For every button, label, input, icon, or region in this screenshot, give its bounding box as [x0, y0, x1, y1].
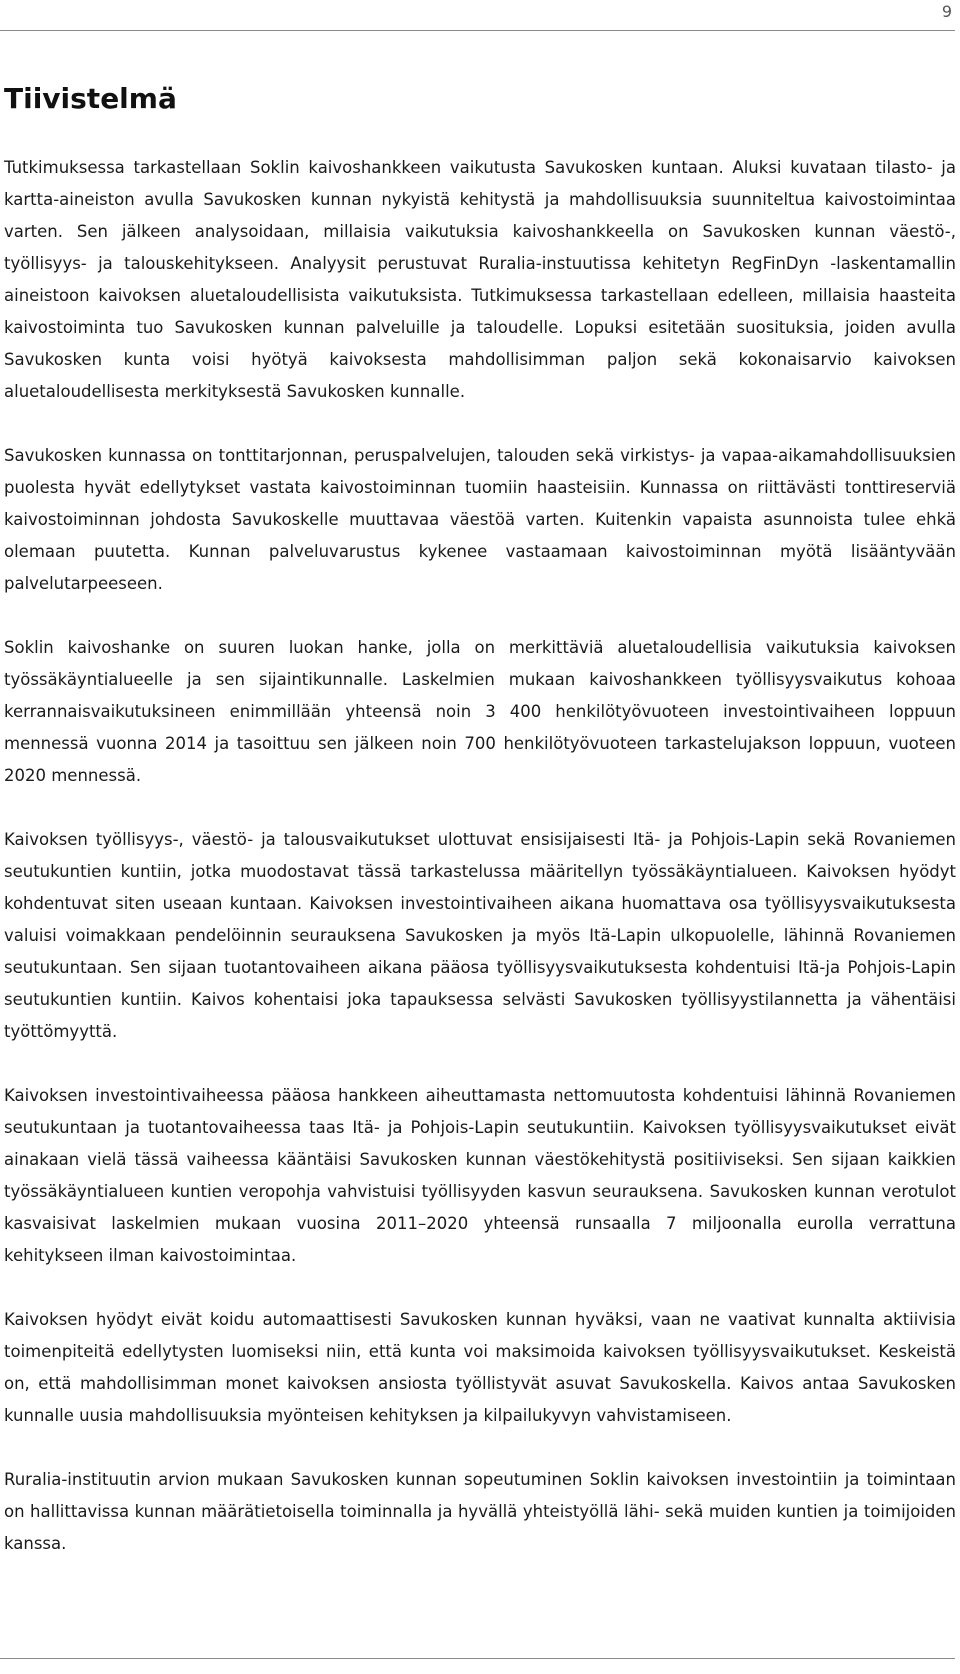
body-text: [4, 152, 956, 1592]
paragraph-5: Kaivoksen investointivaiheessa pääosa hankkeen aiheuttamasta nettomuutosta kohdentuisi lähinnä Rovaniemen seutukuntaan ja tuotantovaiheessa taas Itä- ja Pohjois-Lapin seutukuntiin. Kaivoksen työllisyysvaikutukset eivät ainakaan vielä tässä vaiheessa kääntäisi Savukosken kunnan väestökehitystä positiiviseksi. Sen sijaan kaikkien työssäkäyntialueen kuntien veropohja vahvistuisi työllisyyden kasvun seurauksena. Savukosken kunnan verotulot kasvaisivat laskelmien mukaan vuosina 2011–2020 yhteensä runsaalla 7 miljoonalla eurolla verrattuna kehitykseen ilman kaivostoimintaa.: [4, 1086, 956, 1265]
page-number: 9: [941, 2, 952, 21]
footer-divider: [0, 1658, 955, 1659]
page-title: Tiivistelmä: [4, 82, 177, 115]
paragraph-3: Soklin kaivoshanke on suuren luokan hanke, jolla on merkittäviä aluetaloudellisia vaikutuksia kaivoksen työssäkäyntialueelle ja sen sijaintikunnalle. Laskelmien mukaan kaivoshankkeen työllisyysvaikutus kohoaa kerrannaisvaikutuksineen enimmillään yhteensä noin 3 400 henkilötyövuoteen investointivaiheen loppuun mennessä vuonna 2014 ja tasoittuu sen jälkeen noin 700 henkilötyövuoteen tarkastelujakson loppuun, vuoteen 2020 mennessä.: [4, 638, 956, 785]
header-divider: [0, 30, 955, 31]
paragraph-1: Tutkimuksessa tarkastellaan Soklin kaivoshankkeen vaikutusta Savukosken kuntaan. Aluksi kuvataan tilasto- ja kartta-aineiston avulla Savukosken kunnan nykyistä kehitystä ja mahdollisuuksia suunniteltua kaivostoimintaa varten. Sen jälkeen analysoidaan, millaisia vaikutuksia kaivoshankkeella on Savukosken kunnan väestö-, työllisyys- ja talouskehitykseen. Analyysit perustuvat Ruralia-instuutissa kehitetyn RegFinDyn -laskentamallin aineistoon kaivoksen aluetaloudellisista vaikutuksista. Tutkimuksessa tarkastellaan edelleen, millaisia haasteita kaivostoiminta tuo Savukosken kunnan palveluille ja taloudelle. Lopuksi esitetään suosituksia, joiden avulla Savukosken kunta voisi hyötyä kaivoksesta mahdollisimman paljon sekä kokonaisarvio kaivoksen aluetaloudellisesta merkityksestä Savukosken kunnalle.: [4, 158, 956, 401]
paragraph-7: Ruralia-instituutin arvion mukaan Savukosken kunnan sopeutuminen Soklin kaivoksen investointiin ja toimintaan on hallittavissa kunnan määrätietoisella toiminnalla ja hyvällä yhteistyöllä lähi- sekä muiden kuntien ja toimijoiden kanssa.: [4, 1470, 956, 1553]
paragraph-4: Kaivoksen työllisyys-, väestö- ja talousvaikutukset ulottuvat ensisijaisesti Itä- ja Pohjois-Lapin sekä Rovaniemen seutukuntien kuntiin, jotka muodostavat tässä tarkastelussa määritellyn työssäkäyntialueen. Kaivoksen hyödyt kohdentuvat siten useaan kuntaan. Kaivoksen investointivaiheen aikana huomattava osa työllisyysvaikutuksesta valuisi voimakkaan pendelöinnin seurauksena Savukosken ja myös Itä-Lapin ulkopuolelle, lähinnä Rovaniemen seutukuntaan. Sen sijaan tuotantovaiheen aikana pääosa työllisyysvaikutuksesta kohdentuisi Itä-ja Pohjois-Lapin seutukuntien kuntiin. Kaivos kohentaisi joka tapauksessa selvästi Savukosken työllisyystilannetta ja vähentäisi työttömyyttä.: [4, 830, 956, 1041]
paragraph-2: Savukosken kunnassa on tonttitarjonnan, peruspalvelujen, talouden sekä virkistys- ja vapaa-aikamahdollisuuksien puolesta hyvät edellytykset vastata kaivostoiminnan tuomiin haasteisiin. Kunnassa on riittävästi tonttireserviä kaivostoiminnan johdosta Savukoskelle muuttavaa väestöä varten. Kuitenkin vapaista asunnoista tulee ehkä olemaan puutetta. Kunnan palveluvarustus kykenee vastaamaan kaivostoiminnan myötä lisääntyvään palvelutarpeeseen.: [4, 446, 956, 593]
paragraph-6: Kaivoksen hyödyt eivät koidu automaattisesti Savukosken kunnan hyväksi, vaan ne vaativat kunnalta aktiivisia toimenpiteitä edellytysten luomiseksi niin, että kunta voi maksimoida kaivoksen työllisyysvaikutukset. Keskeistä on, että mahdollisimman monet kaivoksen ansiosta työllistyvät asuvat Savukoskella. Kaivos antaa Savukosken kunnalle uusia mahdollisuuksia myönteisen kehityksen ja kilpailukyvyn vahvistamiseen.: [4, 1310, 956, 1425]
